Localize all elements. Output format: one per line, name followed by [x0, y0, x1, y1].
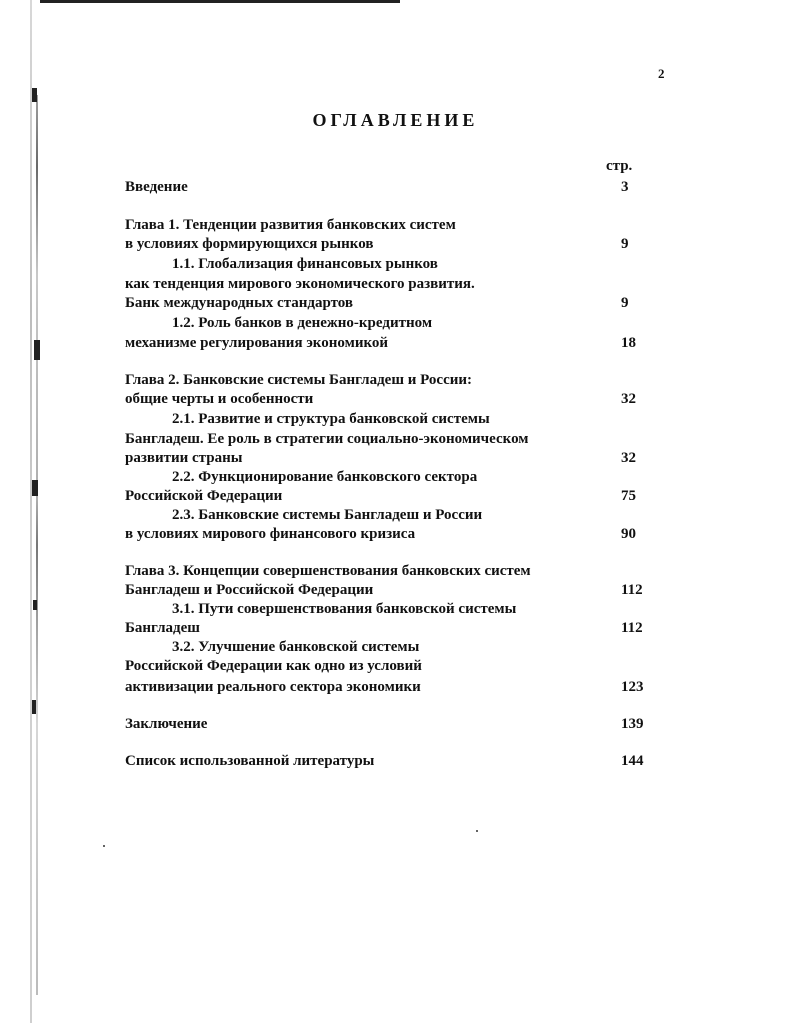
scan-mark [33, 600, 37, 610]
toc-entry-section-2-2-cont: Российской Федерации [125, 488, 283, 504]
toc-entry-section-1-1: 1.1. Глобализация финансовых рынков [172, 256, 438, 272]
toc-entry-section-3-2-cont: Российской Федерации как одно из условий [125, 658, 422, 674]
toc-entry-bibliography: Список использованной литературы [125, 753, 375, 769]
toc-entry-section-1-1-cont: как тенденция мирового экономического развития. [125, 276, 475, 292]
toc-page-number: 144 [621, 753, 644, 769]
toc-entry-section-2-1-cont: Бангладеш. Ее роль в стратегии социально-экономическом [125, 431, 529, 447]
toc-entry-section-2-3: 2.3. Банковские системы Бангладеш и России [172, 507, 483, 523]
toc-entry-conclusion: Заключение [125, 716, 208, 732]
page-column-label: стр. [606, 158, 633, 174]
toc-entry-section-2-3-cont: в условиях мирового финансового кризиса [125, 526, 416, 542]
toc-page-number: 123 [621, 679, 644, 695]
toc-page-number: 9 [621, 236, 629, 252]
toc-entry-section-1-1-cont: Банк международных стандартов [125, 295, 354, 311]
toc-entry-section-3-1: 3.1. Пути совершенствования банковской системы [172, 601, 517, 617]
toc-page-number: 90 [621, 526, 636, 542]
toc-entry-section-1-2: 1.2. Роль банков в денежно-кредитном [172, 315, 433, 331]
toc-page-number: 18 [621, 335, 636, 351]
toc-page-number: 112 [621, 620, 643, 636]
toc-entry-chapter-2: Глава 2. Банковские системы Бангладеш и России: [125, 372, 473, 388]
toc-entry-section-2-2: 2.2. Функционирование банковского сектора [172, 469, 478, 485]
page-number: 2 [658, 66, 665, 81]
toc-page-number: 112 [621, 582, 643, 598]
scan-mark [32, 480, 38, 496]
scan-binding-edge [36, 95, 38, 995]
toc-page-number: 9 [621, 295, 629, 311]
toc-entry-chapter-3: Глава 3. Концепции совершенствования банковских систем [125, 563, 531, 579]
scan-mark [32, 88, 37, 102]
toc-entry-section-3-1-cont: Бангладеш [125, 620, 200, 636]
toc-page-number: 139 [621, 716, 644, 732]
toc-entry-chapter-2-cont: общие черты и особенности [125, 391, 314, 407]
toc-entry-section-2-1-cont: развитии страны [125, 450, 243, 466]
scan-mark [34, 340, 40, 360]
scan-top-bar [40, 0, 400, 3]
toc-page-number: 75 [621, 488, 636, 504]
toc-entry-intro: Введение [125, 179, 188, 195]
toc-entry-section-2-1: 2.1. Развитие и структура банковской системы [172, 411, 490, 427]
toc-page-number: 3 [621, 179, 629, 195]
toc-entry-section-1-2-cont: механизме регулирования экономикой [125, 335, 389, 351]
toc-page-number: 32 [621, 450, 636, 466]
toc-page-number: 32 [621, 391, 636, 407]
scan-mark [32, 700, 36, 714]
toc-entry-chapter-1: Глава 1. Тенденции развития банковских систем [125, 217, 456, 233]
toc-entry-chapter-1-cont: в условиях формирующихся рынков [125, 236, 374, 252]
toc-entry-section-3-2: 3.2. Улучшение банковской системы [172, 639, 420, 655]
scan-speck [103, 845, 105, 847]
scan-speck [476, 830, 478, 832]
toc-entry-chapter-3-cont: Бангладеш и Российской Федерации [125, 582, 374, 598]
toc-entry-section-3-2-cont: активизации реального сектора экономики [125, 679, 421, 695]
toc-heading: ОГЛАВЛЕНИЕ [312, 110, 479, 130]
scan-left-edge [30, 0, 32, 1023]
